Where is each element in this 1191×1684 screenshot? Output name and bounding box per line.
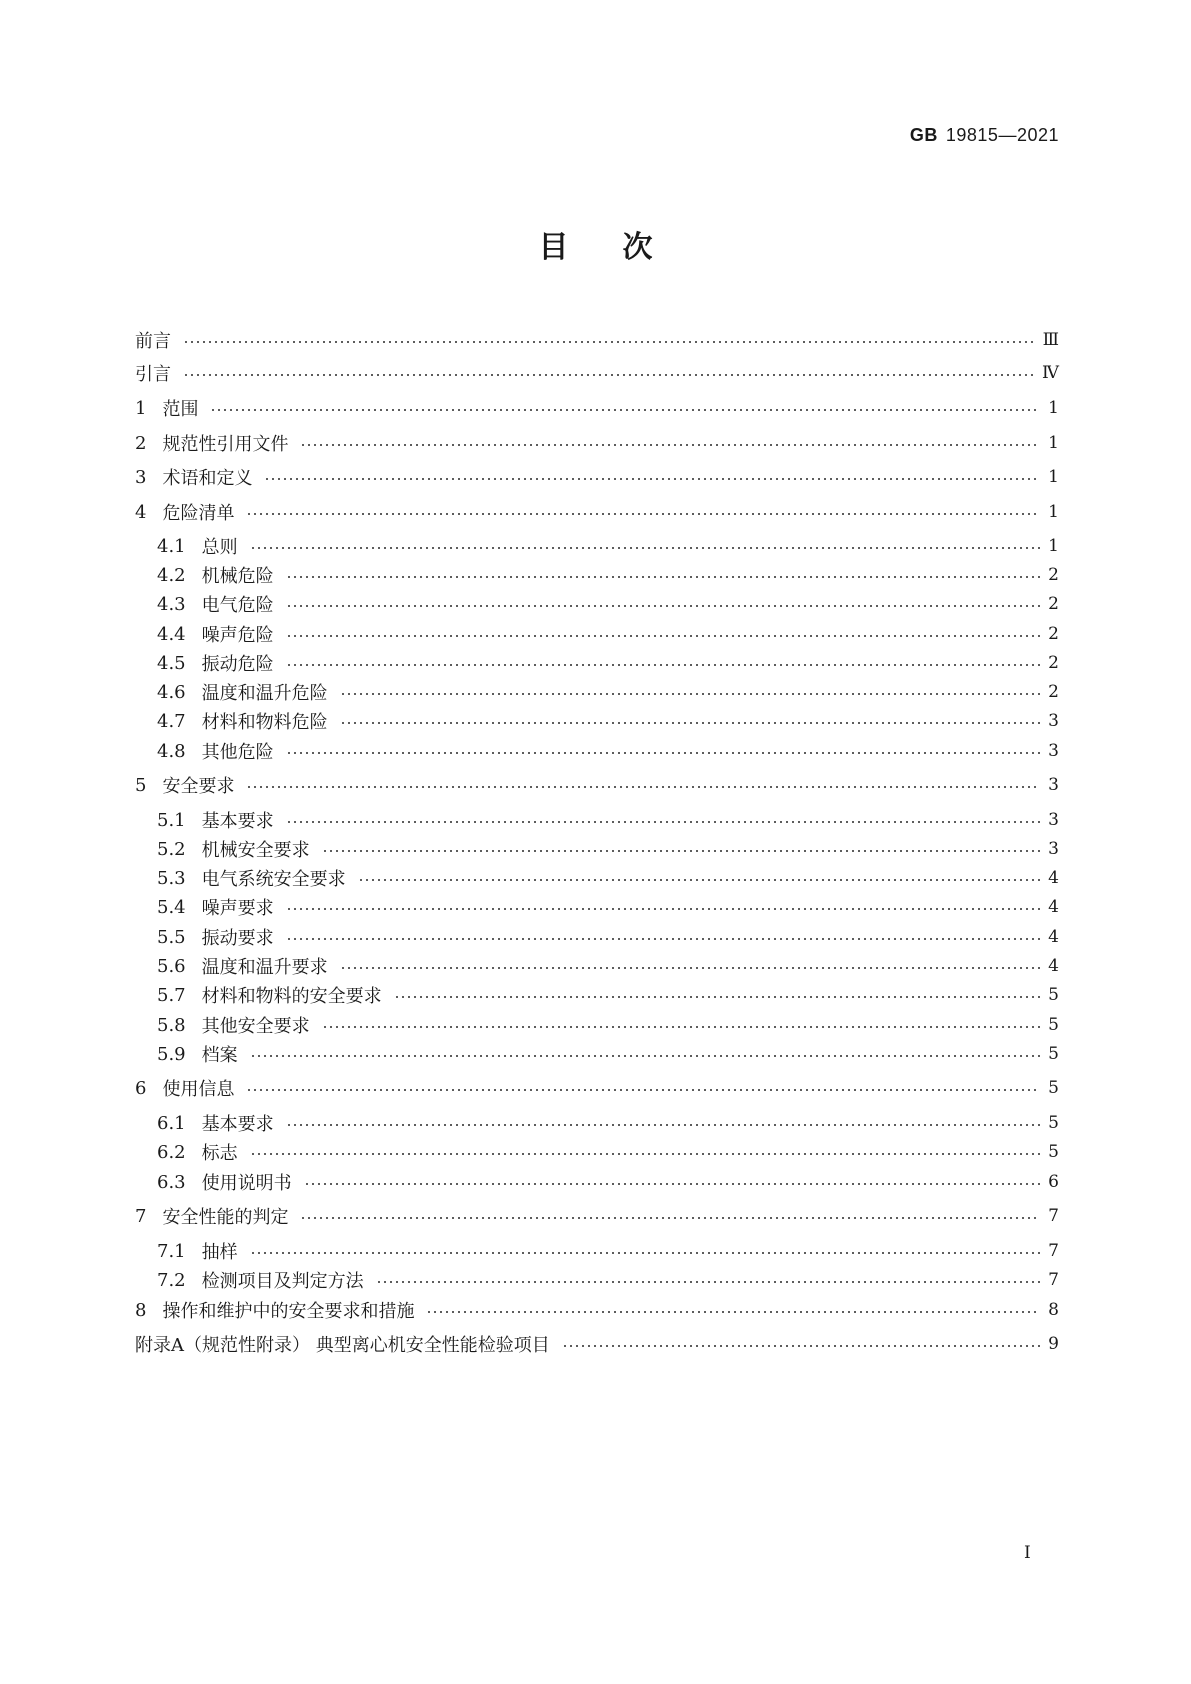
toc-page: 1	[1048, 467, 1059, 487]
toc-page: 3	[1048, 775, 1059, 795]
toc-entry[interactable]	[157, 836, 1059, 862]
dot-leader	[300, 444, 1040, 446]
toc-label: 引言	[135, 364, 171, 385]
dot-leader	[394, 996, 1041, 998]
dot-leader	[264, 478, 1040, 480]
toc-page: Ⅲ	[1042, 330, 1059, 350]
dot-leader	[322, 1026, 1041, 1028]
standard-number: 19815—2021	[945, 125, 1059, 145]
toc-label: 危险清单	[162, 503, 235, 524]
toc-page: 2	[1048, 653, 1059, 673]
toc-entry[interactable]	[135, 1331, 1059, 1357]
toc-number: 5.7	[157, 984, 186, 1006]
toc-number: 4.5	[157, 652, 186, 674]
toc-page: 2	[1048, 594, 1059, 614]
toc-label: 振动要求	[201, 928, 274, 949]
toc-number: 5.1	[157, 809, 186, 831]
dot-leader	[246, 513, 1040, 515]
dot-leader	[183, 341, 1035, 343]
toc-number: 5	[135, 774, 147, 796]
toc-entry[interactable]	[135, 772, 1059, 798]
toc-page: 2	[1048, 682, 1059, 702]
toc-label: 抽样	[201, 1242, 238, 1263]
toc-entry[interactable]	[135, 1203, 1059, 1229]
toc-label: 噪声要求	[201, 898, 274, 919]
dot-leader	[340, 722, 1041, 724]
toc-entry[interactable]	[157, 807, 1059, 833]
toc-number: 2	[135, 432, 147, 454]
toc-number: 1	[135, 397, 147, 419]
toc-number: 4.7	[157, 710, 186, 732]
toc-number: 4	[135, 501, 147, 523]
toc-entry[interactable]	[157, 591, 1059, 617]
toc-page: 5	[1048, 1078, 1059, 1098]
toc-entry[interactable]	[135, 360, 1059, 386]
toc-number: 4.1	[157, 535, 186, 557]
toc-label: 材料和物料危险	[201, 712, 328, 733]
toc-entry[interactable]	[157, 708, 1059, 734]
toc-page: 4	[1048, 956, 1059, 976]
dot-leader	[183, 374, 1034, 376]
toc-page: 3	[1048, 741, 1059, 761]
toc-label: 机械安全要求	[201, 840, 310, 861]
toc-label: 其他危险	[201, 742, 274, 763]
toc-page: 5	[1048, 1044, 1059, 1064]
toc-entry[interactable]	[157, 533, 1059, 559]
dot-leader	[250, 1252, 1041, 1254]
toc-label: 振动危险	[201, 654, 274, 675]
toc-number: 5.6	[157, 955, 186, 977]
toc-page: 7	[1048, 1270, 1059, 1290]
toc-number: 4.4	[157, 623, 186, 645]
toc-entry[interactable]	[157, 1041, 1059, 1067]
toc-number: 4.2	[157, 564, 186, 586]
toc-page: 4	[1048, 927, 1059, 947]
toc-number: 7.2	[157, 1269, 186, 1291]
toc-label: 基本要求	[201, 1114, 274, 1135]
toc-label: 其他安全要求	[201, 1016, 310, 1037]
toc-page: 9	[1048, 1334, 1059, 1354]
toc-entry[interactable]	[157, 953, 1059, 979]
toc-number: 5.4	[157, 896, 186, 918]
toc-label: 噪声危险	[201, 625, 274, 646]
page-title: 目次	[538, 230, 707, 265]
toc-number: 5.8	[157, 1014, 186, 1036]
dot-leader	[286, 938, 1041, 940]
dot-leader	[300, 1217, 1040, 1219]
dot-leader	[246, 786, 1040, 788]
toc-entry[interactable]	[157, 738, 1059, 764]
toc-number: 4.8	[157, 740, 186, 762]
dot-leader	[340, 967, 1041, 969]
toc-entry[interactable]	[135, 1075, 1059, 1101]
toc-label: 电气危险	[201, 595, 274, 616]
toc-page: 3	[1048, 810, 1059, 830]
dot-leader	[250, 1055, 1041, 1057]
toc-label: 总则	[201, 537, 238, 558]
toc-entry[interactable]	[157, 1267, 1059, 1293]
dot-leader	[286, 821, 1041, 823]
toc-number: 5.9	[157, 1043, 186, 1065]
toc-number: 4.3	[157, 593, 186, 615]
toc-label: 机械危险	[201, 566, 274, 587]
toc-page: 7	[1048, 1241, 1059, 1261]
toc-entry[interactable]	[157, 1110, 1059, 1136]
dot-leader	[246, 1089, 1040, 1091]
dot-leader	[286, 664, 1041, 666]
dot-leader	[376, 1281, 1041, 1283]
toc-label: 安全要求	[162, 776, 235, 797]
toc-page: 3	[1048, 711, 1059, 731]
toc-page: 5	[1048, 1015, 1059, 1035]
toc-label: 前言	[135, 331, 171, 352]
toc-page: 1	[1048, 398, 1059, 418]
dot-leader	[286, 752, 1041, 754]
toc-number: 3	[135, 466, 147, 488]
toc-entry[interactable]	[135, 395, 1059, 421]
toc-number: 8	[135, 1299, 147, 1321]
toc-label: 使用说明书	[201, 1173, 292, 1194]
toc-label: 档案	[201, 1045, 238, 1066]
toc-number: 6	[135, 1077, 147, 1099]
toc-page: 3	[1048, 839, 1059, 859]
toc-label: 附录A（规范性附录） 典型离心机安全性能检验项目	[135, 1335, 550, 1356]
dot-leader	[286, 1124, 1041, 1126]
toc-page: 6	[1048, 1172, 1059, 1192]
dot-leader	[286, 908, 1041, 910]
dot-leader	[562, 1345, 1040, 1347]
dot-leader	[250, 1153, 1041, 1155]
toc-label: 温度和温升要求	[201, 957, 328, 978]
toc-entry[interactable]	[157, 894, 1059, 920]
toc-entry[interactable]	[157, 621, 1059, 647]
standard-prefix: GB	[909, 125, 938, 145]
dot-leader	[250, 547, 1041, 549]
toc-entry[interactable]	[157, 1238, 1059, 1264]
toc-page: 7	[1048, 1206, 1059, 1226]
toc-label: 安全性能的判定	[162, 1207, 289, 1228]
toc-label: 检测项目及判定方法	[201, 1271, 364, 1292]
toc-label: 电气系统安全要求	[201, 869, 346, 890]
dot-leader	[210, 409, 1040, 411]
toc-page: 5	[1048, 985, 1059, 1005]
toc-number: 7.1	[157, 1240, 186, 1262]
toc-entry[interactable]	[157, 1169, 1059, 1195]
dot-leader	[286, 576, 1041, 578]
toc-page: 5	[1048, 1113, 1059, 1133]
toc-number: 5.3	[157, 867, 186, 889]
toc-entry[interactable]	[135, 464, 1059, 490]
toc-label: 基本要求	[201, 811, 274, 832]
toc-page: 4	[1048, 897, 1059, 917]
standard-code	[910, 125, 1059, 146]
toc-entry[interactable]	[157, 562, 1059, 588]
toc-entry[interactable]	[135, 499, 1059, 525]
toc-number: 5.5	[157, 926, 186, 948]
toc-label: 操作和维护中的安全要求和措施	[162, 1301, 415, 1322]
toc-number: 5.2	[157, 838, 186, 860]
toc-entry[interactable]	[135, 1297, 1059, 1323]
toc-page: 4	[1048, 868, 1059, 888]
toc-page: 1	[1048, 502, 1059, 522]
toc-number: 6.1	[157, 1112, 186, 1134]
toc-entry[interactable]	[135, 430, 1059, 456]
toc-label: 标志	[201, 1143, 238, 1164]
toc-page: 1	[1048, 536, 1059, 556]
toc-page: 2	[1048, 565, 1059, 585]
toc-label: 范围	[162, 399, 199, 420]
toc-label: 使用信息	[162, 1079, 235, 1100]
dot-leader	[340, 693, 1041, 695]
toc-number: 6.2	[157, 1141, 186, 1163]
toc-page: 1	[1048, 433, 1059, 453]
toc-entry[interactable]	[157, 650, 1059, 676]
dot-leader	[426, 1311, 1040, 1313]
toc-entry[interactable]	[157, 982, 1059, 1008]
toc-label: 温度和温升危险	[201, 683, 328, 704]
dot-leader	[358, 879, 1041, 881]
toc-entry[interactable]	[157, 865, 1059, 891]
toc-entry[interactable]	[157, 1139, 1059, 1165]
toc-entry[interactable]	[157, 1012, 1059, 1038]
toc-page: 2	[1048, 624, 1059, 644]
toc-label: 规范性引用文件	[162, 434, 289, 455]
toc-label: 材料和物料的安全要求	[201, 986, 382, 1007]
dot-leader	[286, 635, 1041, 637]
toc-page: 8	[1048, 1300, 1059, 1320]
page-number: I	[1024, 1543, 1031, 1563]
toc-entry[interactable]	[135, 327, 1059, 353]
toc-number: 4.6	[157, 681, 186, 703]
toc-entry[interactable]	[157, 679, 1059, 705]
toc-entry[interactable]	[157, 924, 1059, 950]
toc-page: 5	[1048, 1142, 1059, 1162]
toc-number: 7	[135, 1205, 147, 1227]
dot-leader	[304, 1183, 1041, 1185]
dot-leader	[286, 605, 1041, 607]
toc-page: Ⅳ	[1042, 363, 1059, 383]
toc-label: 术语和定义	[162, 468, 253, 489]
dot-leader	[322, 850, 1041, 852]
toc-number: 6.3	[157, 1171, 186, 1193]
